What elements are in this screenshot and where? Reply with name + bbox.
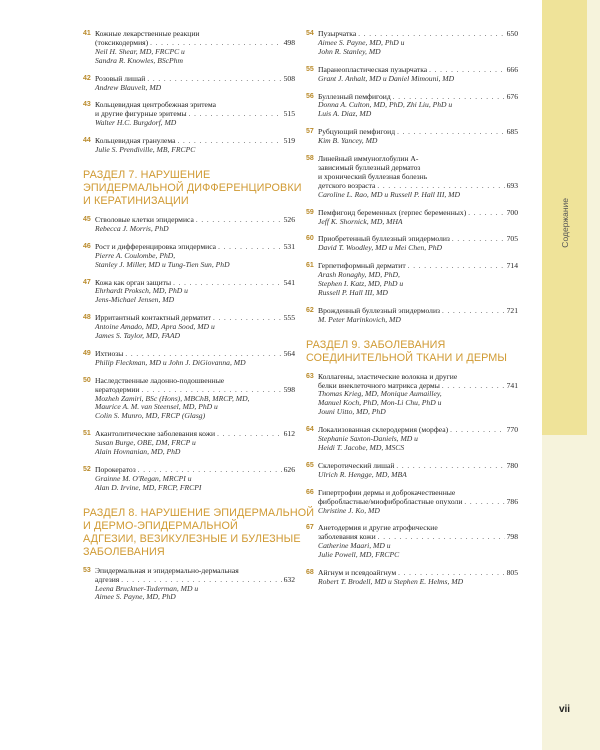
sidebar-tab-label: Содержание xyxy=(560,198,570,248)
chapter-title: Рост и дифференцировка эпидермиса xyxy=(95,241,217,251)
author-line: Julie S. Prendiville, MB, FRCPC xyxy=(95,145,196,155)
toc-entry[interactable] xyxy=(83,216,295,234)
chapter-number: 45 xyxy=(83,215,91,223)
section-heading-line: РАЗДЕЛ 8. НАРУШЕНИЕ ЭПИДЕРМАЛЬНОЙ xyxy=(83,506,315,519)
dot-leader xyxy=(452,235,505,244)
chapter-title: Линейный иммуноглобулин А- xyxy=(318,154,419,164)
chapter-title: Акантолитические заболевания кожи xyxy=(95,429,216,439)
author-line: James S. Taylor, MD, FAAD xyxy=(95,331,181,341)
chapter-title: Врожденный буллезный эпидермолиз xyxy=(318,305,441,315)
chapter-number: 66 xyxy=(306,488,314,496)
author-line: Christine J. Ko, MD xyxy=(318,505,380,515)
section-heading-9 xyxy=(306,339,518,365)
chapter-title-line: и хронический буллезная болезнь xyxy=(318,171,428,181)
author-line: M. Peter Marinkovich, MD xyxy=(318,314,401,324)
section-heading-line: ЗАБОЛЕВАНИЯ xyxy=(83,545,165,558)
chapter-number: 59 xyxy=(306,208,314,216)
page-ref: 626 xyxy=(283,465,295,474)
toc-entry[interactable] xyxy=(83,101,295,128)
toc-entry[interactable] xyxy=(306,262,518,298)
author-line: Stanley J. Miller, MD и Tung-Tien Sun, PhD xyxy=(95,259,230,269)
page-ref: 798 xyxy=(506,532,518,542)
chapter-number: 56 xyxy=(306,92,314,100)
author-line: Pierre A. Coulombe, PhD, xyxy=(95,250,176,260)
author-line: Kim B. Yancey, MD xyxy=(318,136,378,146)
dot-leader xyxy=(217,430,282,439)
author-line: Aimee S. Payne, MD, PhD и xyxy=(318,37,405,47)
toc-entry[interactable] xyxy=(306,569,518,587)
author-line: Julie Powell, MD, FRCPC xyxy=(318,550,400,560)
dot-leader xyxy=(464,498,504,507)
section-heading-line: РАЗДЕЛ 9. ЗАБОЛЕВАНИЯ xyxy=(306,338,446,351)
entry-group xyxy=(83,30,295,155)
author-line: Leena Bruckner-Tuderman, MD и xyxy=(95,583,199,593)
toc-entry[interactable] xyxy=(306,93,518,120)
section-heading-line: ЭПИДЕРМАЛЬНОЙ ДИФФЕРЕНЦИРОВКИ xyxy=(83,181,302,194)
dot-leader xyxy=(196,216,282,225)
chapter-number: 53 xyxy=(83,566,91,574)
chapter-number: 42 xyxy=(83,74,91,82)
chapter-number: 44 xyxy=(83,137,91,145)
chapter-title: Анетодермия и другие атрофические xyxy=(318,523,438,533)
dot-leader xyxy=(378,533,505,542)
page-ref: 676 xyxy=(506,91,518,101)
page-ref: 780 xyxy=(506,460,518,470)
author-line: Catherine Maari, MD и xyxy=(318,541,391,551)
chapter-title: Кожные лекарственные реакции xyxy=(95,29,200,38)
toc-entry[interactable] xyxy=(306,489,518,516)
section-heading-line: И КЕРАТИНИЗАЦИИ xyxy=(83,194,189,207)
chapter-title-cont: и другие фигурные эритемы xyxy=(95,109,187,119)
chapter-title-cont: заболевания кожи xyxy=(318,532,376,542)
dot-leader xyxy=(173,279,282,288)
author-line: Luis A. Diaz, MD xyxy=(318,109,372,119)
page-ref: 741 xyxy=(506,380,518,390)
chapter-number: 67 xyxy=(306,524,314,532)
chapter-number: 50 xyxy=(83,376,91,384)
author-line: Ulrich R. Hengge, MD, MBA xyxy=(318,469,407,479)
chapter-title-cont: детского возраста xyxy=(318,180,376,190)
chapter-title: Пемфигоид беременных (герпес беременных) xyxy=(318,207,467,217)
dot-leader xyxy=(408,262,505,271)
author-line: Philip Fleckman, MD и John J. DiGiovanna, MD xyxy=(95,357,246,367)
sidebar-tab-contents[interactable] xyxy=(543,168,587,278)
toc-entry[interactable] xyxy=(83,350,295,368)
author-line: Aimee S. Payne, MD, PhD xyxy=(95,592,176,602)
chapter-title: Ирритантный контактный дерматит xyxy=(95,313,211,323)
chapter-title: Ихтиозы xyxy=(95,348,124,358)
page-ref: 786 xyxy=(506,496,518,506)
toc-entry[interactable] xyxy=(306,426,518,453)
author-line: Russell P. Hall III, MD xyxy=(318,287,388,297)
author-line: Alan D. Irvine, MD, FRCP, FRCPI xyxy=(95,482,202,492)
page-ref: 526 xyxy=(283,214,295,224)
chapter-number: 48 xyxy=(83,314,91,322)
dot-leader xyxy=(450,426,505,435)
author-line: Grainne M. O'Regan, MRCPI и xyxy=(95,473,192,483)
author-line: Manuel Koch, PhD, Mon-Li Chu, PhD и xyxy=(318,398,442,408)
author-line: Susan Burge, OBE, DM, FRCP и xyxy=(95,438,196,448)
dot-leader xyxy=(189,110,282,119)
chapter-title: Буллезный пемфигоид xyxy=(318,91,391,101)
chapter-number: 62 xyxy=(306,306,314,314)
chapter-title-cont: белки внеклеточного матрикса дермы xyxy=(318,380,440,390)
chapter-title: Эпидермальная и эпидермально-дермальная xyxy=(95,565,239,575)
chapter-title: Склеротический лишай xyxy=(318,460,395,470)
author-line: Jens-Michael Jensen, MD xyxy=(95,295,175,305)
author-line: Heidi T. Jacobe, MD, MSCS xyxy=(318,443,405,452)
dot-leader xyxy=(397,128,505,137)
dot-leader xyxy=(396,462,504,471)
chapter-title-cont: фибробластные/миофибробластные опухоли xyxy=(318,496,463,506)
chapter-number: 49 xyxy=(83,349,91,357)
entry-group xyxy=(306,373,518,587)
entry-group xyxy=(83,216,295,493)
chapter-title: Порокератоз xyxy=(95,465,136,474)
page-ref: 555 xyxy=(283,313,295,323)
toc-entry[interactable] xyxy=(306,373,518,418)
toc-entry[interactable] xyxy=(83,243,295,270)
page-ref: 498 xyxy=(283,37,295,47)
chapter-title: Кожа как орган защиты xyxy=(95,277,172,287)
toc-entry[interactable] xyxy=(83,314,295,341)
page-ref: 805 xyxy=(506,568,518,578)
dot-leader xyxy=(442,382,505,391)
author-line: Mozheh Zamiri, BSc (Hons), MBChB, MRCP, MD, xyxy=(95,393,250,403)
section-heading-7 xyxy=(83,168,302,208)
dot-leader xyxy=(442,307,505,316)
author-line: Alain Hovnanian, MD, PhD xyxy=(95,447,181,457)
chapter-number: 68 xyxy=(306,569,314,577)
entry-group xyxy=(83,567,295,603)
toc-entry[interactable] xyxy=(83,377,295,422)
toc-entry[interactable] xyxy=(83,75,295,93)
toc-entry[interactable] xyxy=(306,128,518,146)
chapter-title: Паранеопластическая пузырчатка xyxy=(318,64,428,74)
section-heading-line: РАЗДЕЛ 7. НАРУШЕНИЕ xyxy=(83,168,211,181)
author-line: Arash Ronaghy, MD, PhD, xyxy=(318,270,400,280)
page-ref: 541 xyxy=(283,277,295,287)
chapter-title-cont: (токсикодермия) xyxy=(95,37,149,47)
dot-leader xyxy=(218,243,282,252)
author-line: Jeff K. Shornick, MD, MHA xyxy=(318,216,403,226)
author-line: Stephen I. Katz, MD, PhD и xyxy=(318,279,404,289)
chapter-number: 43 xyxy=(83,101,91,109)
author-line: Colin S. Munro, MD, FRCP (Glasg) xyxy=(95,411,206,421)
chapter-number: 61 xyxy=(306,262,314,270)
section-heading-line: И ДЕРМО-ЭПИДЕРМАЛЬНОЙ xyxy=(83,519,238,532)
page-ref: 515 xyxy=(283,109,295,119)
chapter-number: 41 xyxy=(83,30,91,37)
page-ref: 666 xyxy=(506,64,518,74)
chapter-title: Кольцевидная гранулема xyxy=(95,136,176,146)
toc-entry[interactable] xyxy=(306,307,518,325)
page-ref: 564 xyxy=(283,348,295,358)
author-line: Rebecca J. Morris, PhD xyxy=(95,223,169,233)
page-ref: 714 xyxy=(506,261,518,271)
chapter-title-cont: кератодермии xyxy=(95,384,140,394)
toc-entry[interactable] xyxy=(306,66,518,84)
chapter-number: 63 xyxy=(306,372,314,380)
page-ref: 693 xyxy=(506,180,518,190)
chapter-number: 58 xyxy=(306,155,314,163)
chapter-title: Стволовые клетки эпидермиса xyxy=(95,214,194,224)
section-heading-line: АДГЕЗИИ, ВЕЗИКУЛЕЗНЫЕ И БУЛЕЗНЫЕ xyxy=(83,532,301,545)
chapter-number: 47 xyxy=(83,278,91,286)
author-line: Caroline L. Rao, MD и Russell P. Hall III, MD xyxy=(318,189,460,199)
chapter-title-cont: адгезия xyxy=(95,574,120,584)
toc-entry[interactable] xyxy=(306,155,518,200)
toc-entry[interactable] xyxy=(83,30,295,66)
author-line: Grant J. Anhalt, MD и Daniel Mimouni, MD xyxy=(318,73,455,83)
chapter-title: Кольцевидная центробежная эритема xyxy=(95,100,217,110)
toc-entry[interactable] xyxy=(306,30,518,57)
chapter-title: Розовый лишай xyxy=(95,73,146,83)
page-ref: 685 xyxy=(506,127,518,137)
page-ref: 508 xyxy=(283,73,295,83)
chapter-title: Рубцующий пемфигоид xyxy=(318,127,396,137)
chapter-number: 52 xyxy=(83,466,91,473)
toc-entry[interactable] xyxy=(83,279,295,306)
page-ref: 598 xyxy=(283,384,295,394)
chapter-title-line: зависимый буллезный дерматоз xyxy=(318,162,421,172)
page-ref: 519 xyxy=(283,136,295,146)
dot-leader xyxy=(468,209,504,218)
page-ref: 705 xyxy=(506,234,518,244)
page-ref: 531 xyxy=(283,241,295,251)
author-line: Ehrhardt Proksch, MD, PhD и xyxy=(95,286,188,296)
toc-entry[interactable] xyxy=(83,466,295,493)
page-number: vii xyxy=(558,704,571,715)
chapter-title: Наследственные ладонно-подошвенные xyxy=(95,375,225,385)
dot-leader xyxy=(213,314,282,323)
chapter-title: Локализованная склеродермия (морфеа) xyxy=(318,425,449,435)
chapter-number: 64 xyxy=(306,426,314,434)
author-line: Walter H.C. Burgdorf, MD xyxy=(95,118,177,128)
chapter-number: 51 xyxy=(83,430,91,438)
toc-entry[interactable] xyxy=(306,524,518,560)
author-line: Stephanie Saxton-Daniels, MD и xyxy=(318,434,418,444)
author-line: Antoine Amado, MD, Apra Sood, MD и xyxy=(95,322,215,332)
page-ref: 650 xyxy=(506,29,518,38)
chapter-title: Пузырчатка xyxy=(318,29,357,38)
page-ref: 612 xyxy=(283,429,295,439)
author-line: Donna A. Culton, MD, PhD, Zhi Liu, PhD и xyxy=(318,100,453,110)
author-line: Robert T. Brodell, MD и Stephen E. Helms, MD xyxy=(318,576,464,586)
chapter-title: Герпетиформный дерматит xyxy=(318,261,406,271)
author-line: David T. Woodley, MD и Mei Chen, PhD xyxy=(318,243,443,253)
chapter-number: 54 xyxy=(306,30,314,37)
chapter-number: 55 xyxy=(306,65,314,73)
toc-entry[interactable] xyxy=(83,567,295,603)
section-heading-line: СОЕДИНИТЕЛЬНОЙ ТКАНИ И ДЕРМЫ xyxy=(306,351,508,364)
chapter-number: 57 xyxy=(306,128,314,136)
toc-entry[interactable] xyxy=(83,137,295,155)
chapter-title: Коллагены, эластические волокна и другие xyxy=(318,371,458,381)
chapter-title: Айгнум и псевдоайгнум xyxy=(318,568,397,578)
author-line: Thomas Krieg, MD, Monique Aumailley, xyxy=(318,389,442,399)
author-line: John R. Stanley, MD xyxy=(318,46,381,56)
toc-entry[interactable] xyxy=(306,462,518,480)
page-ref: 721 xyxy=(506,305,518,315)
toc-entry[interactable] xyxy=(306,209,518,227)
toc-entry[interactable] xyxy=(306,235,518,253)
page-ref: 770 xyxy=(506,425,518,435)
author-line: Jouni Uitto, MD, PhD xyxy=(318,407,386,417)
author-line: Andrew Blauvelt, MD xyxy=(95,82,162,92)
author-line: Maurice A. M. van Steensel, MD, PhD и xyxy=(95,402,218,412)
chapter-number: 65 xyxy=(306,461,314,469)
author-line: Sandra R. Knowles, BScPhm xyxy=(95,55,183,65)
chapter-title: Приобретенный буллезный эпидермолиз xyxy=(318,234,450,244)
toc-right-column xyxy=(306,30,518,596)
entry-group xyxy=(306,30,518,325)
chapter-title: Гипертрофии дермы и доброкачественные xyxy=(318,487,456,497)
author-line: Neil H. Shear, MD, FRCPC и xyxy=(95,46,185,56)
dot-leader xyxy=(147,75,281,84)
toc-entry[interactable] xyxy=(83,430,295,457)
chapter-number: 46 xyxy=(83,242,91,250)
page-ref: 632 xyxy=(283,574,295,584)
chapter-number: 60 xyxy=(306,235,314,243)
page-ref: 700 xyxy=(506,207,518,217)
